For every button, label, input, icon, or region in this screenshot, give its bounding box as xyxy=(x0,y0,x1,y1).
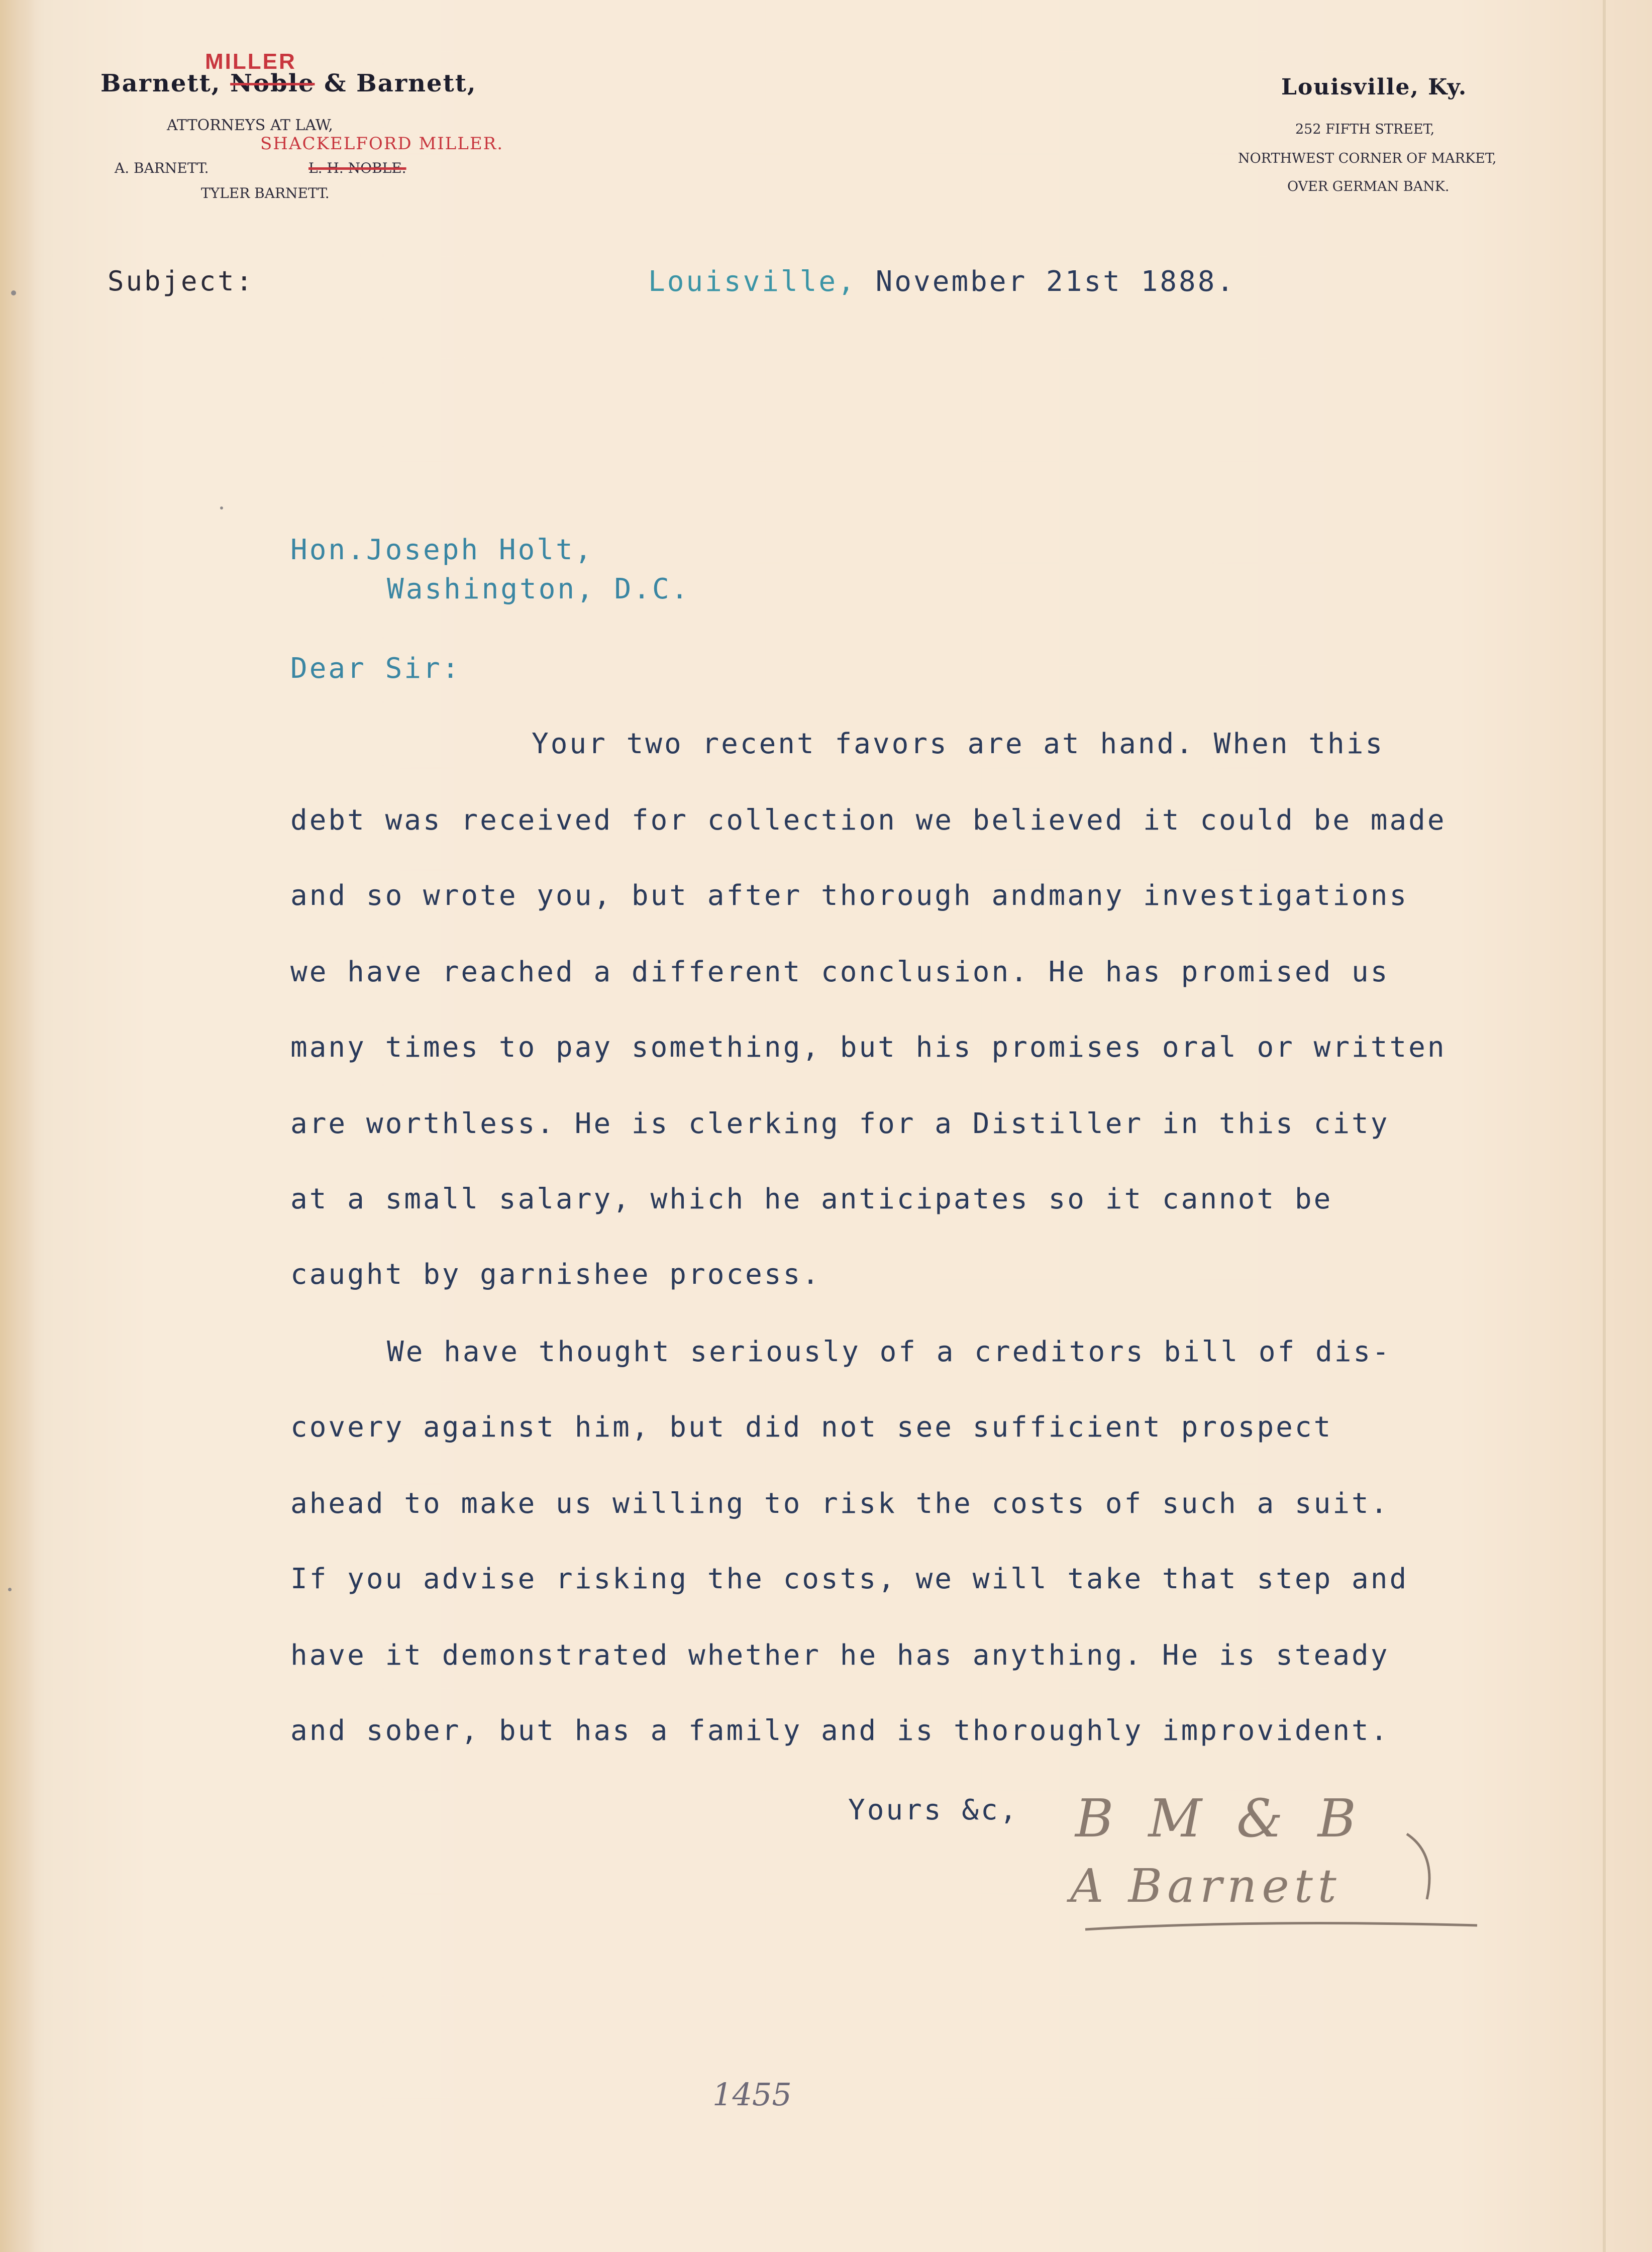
address-line-1: 252 FIFTH STREET, xyxy=(1295,122,1435,137)
firm-name xyxy=(100,69,477,97)
addressee-name: Hon.Joseph Holt, xyxy=(290,534,594,566)
fold-line xyxy=(1603,0,1606,2252)
firm-name-part-1: Barnett, xyxy=(100,69,221,97)
body-line: many times to pay something, but his promises oral or written xyxy=(290,1031,1447,1064)
partner-added: SHACKELFORD MILLER. xyxy=(260,134,504,154)
paper-speck xyxy=(8,1588,12,1591)
dateline xyxy=(648,265,1235,298)
body-line: and sober, but has a family and is thoroughly improvident. xyxy=(290,1714,1390,1747)
address-line-2: NORTHWEST CORNER OF MARKET, xyxy=(1238,151,1497,166)
archive-number: 1455 xyxy=(712,2076,792,2113)
partner-noble-struck: L. H. NOBLE. xyxy=(308,160,406,176)
body-line: Your two recent favors are at hand. When this xyxy=(532,728,1385,760)
body-line: we have reached a different conclusion. He has promised us xyxy=(290,956,1390,988)
closing: Yours &c, xyxy=(848,1794,1019,1826)
paper-speck xyxy=(11,290,16,295)
firm-name-struck: Noble xyxy=(230,69,315,97)
dateline-date: November 21st 1888. xyxy=(875,265,1236,298)
firm-name-part-2: & Barnett, xyxy=(324,69,477,97)
salutation: Dear Sir: xyxy=(290,652,461,685)
letterhead-city: Louisville, Ky. xyxy=(1281,74,1468,100)
addressee-city: Washington, D.C. xyxy=(387,573,690,605)
address-line-3: OVER GERMAN BANK. xyxy=(1287,179,1450,194)
firm-profession: ATTORNEYS AT LAW, xyxy=(167,117,333,134)
body-line: debt was received for collection we believed it could be made xyxy=(290,804,1447,837)
subject-label: Subject: xyxy=(108,265,255,297)
body-line: We have thought seriously of a creditors bill of dis- xyxy=(387,1336,1391,1368)
partner-tyler-barnett: TYLER BARNETT. xyxy=(201,185,330,201)
body-line: at a small salary, which he anticipates so it cannot be xyxy=(290,1183,1333,1215)
firm-name-insert: MILLER xyxy=(205,49,296,74)
body-line: and so wrote you, but after thorough andmany investigations xyxy=(290,879,1409,912)
paper-speck xyxy=(220,506,223,509)
signature-name: A Barnett xyxy=(1070,1859,1341,1913)
signature-firm: B M & B xyxy=(1075,1788,1366,1849)
body-line: If you advise risking the costs, we will take that step and xyxy=(290,1563,1409,1595)
signature-flourish xyxy=(1055,1779,1507,1960)
binding-edge xyxy=(0,0,35,2252)
body-line: covery against him, but did not see sufficient prospect xyxy=(290,1411,1333,1444)
body-line: have it demonstrated whether he has anything. He is steady xyxy=(290,1639,1390,1672)
body-line: are worthless. He is clerking for a Distiller in this city xyxy=(290,1107,1390,1140)
dateline-city: Louisville, xyxy=(648,265,857,298)
body-line: caught by garnishee process. xyxy=(290,1258,821,1291)
partner-a-barnett: A. BARNETT. xyxy=(115,160,209,176)
body-line: ahead to make us willing to risk the costs of such a suit. xyxy=(290,1487,1390,1520)
